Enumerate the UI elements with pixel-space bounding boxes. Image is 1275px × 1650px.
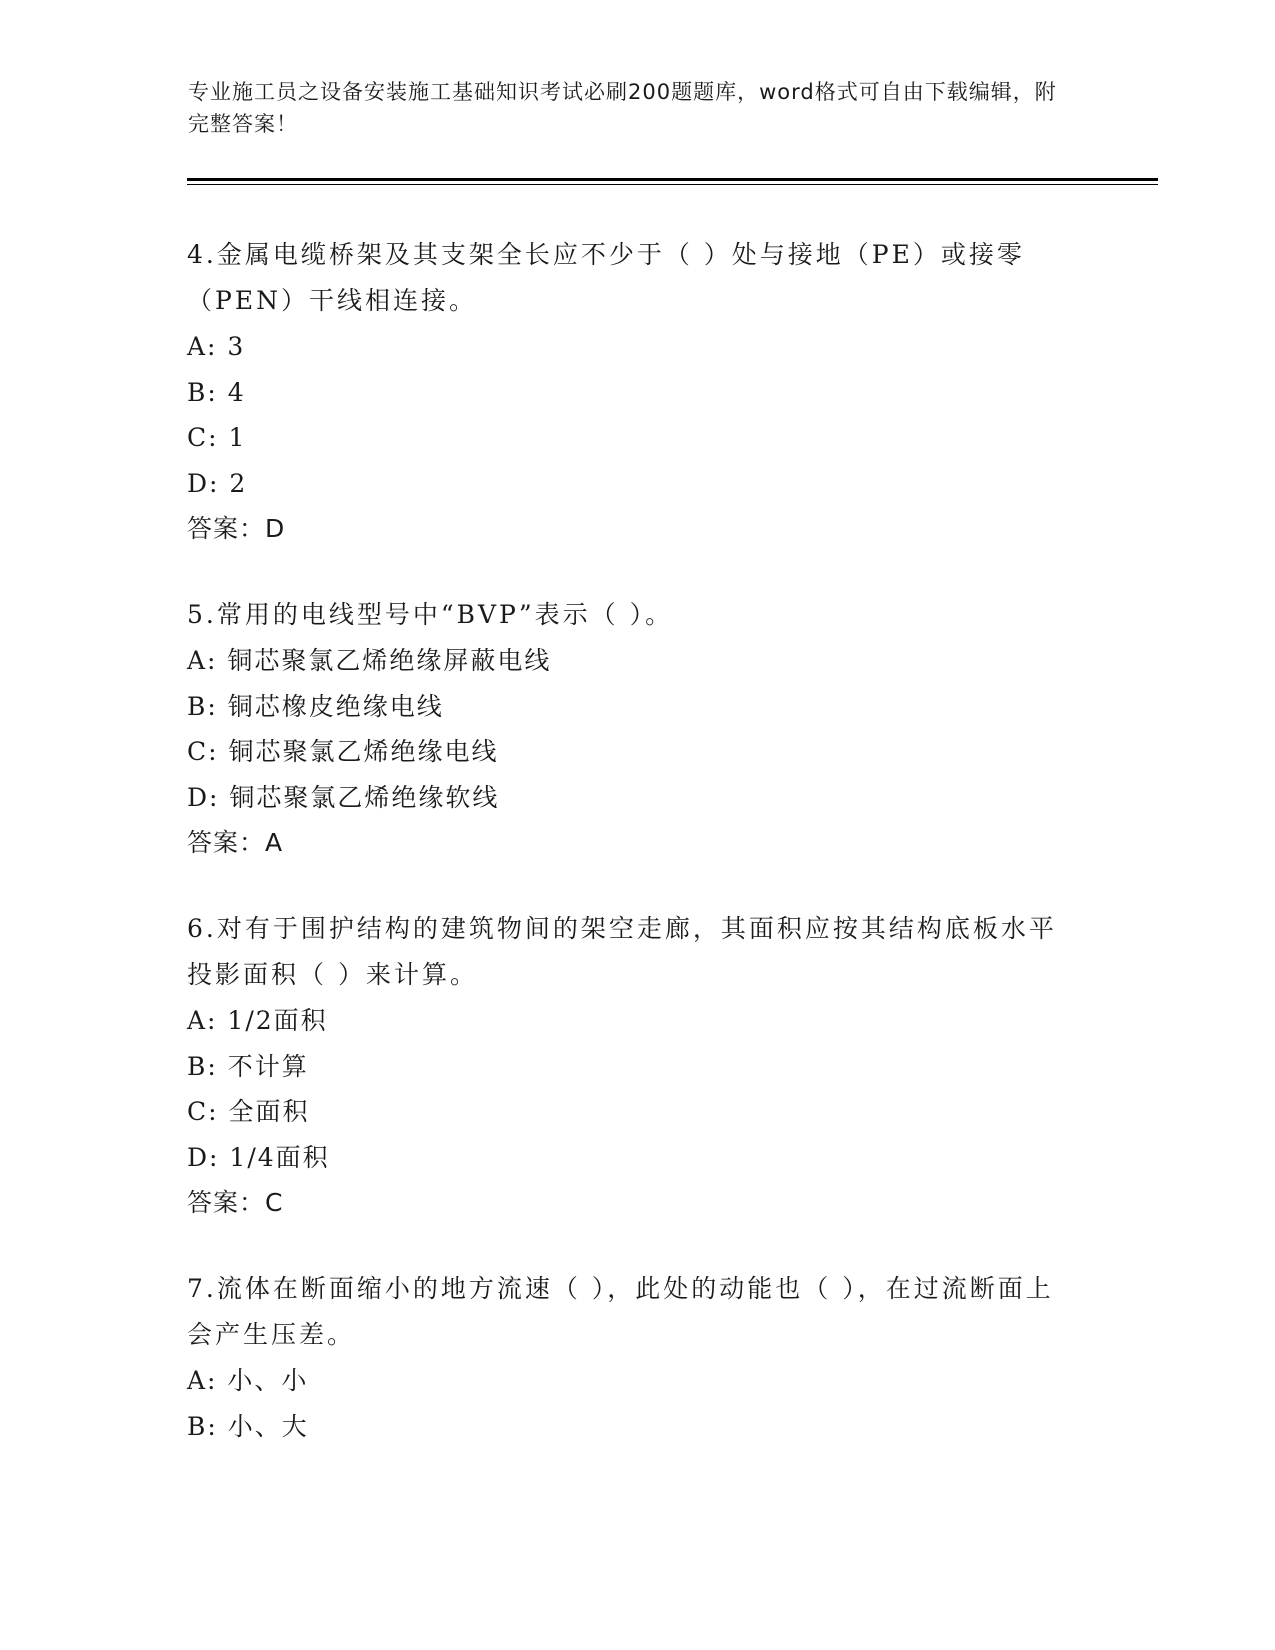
option-b: B: 4: [187, 377, 246, 407]
question-list: [187, 232, 1067, 1489]
question-text: 6.对有于围护结构的建筑物间的架空走廊，其面积应按其结构底板水平投影面积（ ）来计算。: [187, 914, 1057, 989]
option-d: D: 1/4面积: [187, 1142, 330, 1172]
question-text: 5.常用的电线型号中“BVP”表示（ ）。: [187, 600, 674, 629]
option-c: C: 1: [187, 423, 247, 452]
question-text: 7.流体在断面缩小的地方流速（ ），此处的动能也（ ），在过流断面上会产生压差。: [187, 1274, 1054, 1349]
answer-line: 答案：D: [187, 514, 286, 543]
option-d: D: 2: [187, 468, 248, 498]
option-d: D: 铜芯聚氯乙烯绝缘软线: [187, 782, 500, 812]
document-header: [188, 76, 1068, 140]
header-divider-thin: [187, 184, 1158, 185]
question-4: [187, 232, 1067, 552]
option-a: A: 1/2面积: [187, 1006, 328, 1035]
option-c: C: 铜芯聚氯乙烯绝缘电线: [187, 737, 499, 766]
option-a: A: 铜芯聚氯乙烯绝缘屏蔽电线: [187, 646, 552, 675]
question-6: [187, 906, 1067, 1226]
question-text: 4.金属电缆桥架及其支架全长应不少于（ ）处与接地（PE）或接零（PEN）干线相连接。: [187, 240, 1025, 315]
header-divider-thick: [187, 178, 1158, 181]
option-c: C: 全面积: [187, 1097, 310, 1126]
option-b: B: 铜芯橡皮绝缘电线: [187, 691, 444, 721]
header-title: 专业施工员之设备安装施工基础知识考试必刷200题题库，word格式可自由下载编辑，附完整答案！: [188, 80, 1057, 136]
option-b: B: 小、大: [187, 1411, 309, 1441]
option-a: A: 小、小: [187, 1366, 309, 1395]
answer-line: 答案：A: [187, 828, 284, 857]
option-b: B: 不计算: [187, 1051, 309, 1081]
question-5: [187, 592, 1067, 866]
answer-line: 答案：C: [187, 1188, 284, 1217]
question-7: [187, 1266, 1067, 1449]
option-a: A: 3: [187, 332, 246, 361]
